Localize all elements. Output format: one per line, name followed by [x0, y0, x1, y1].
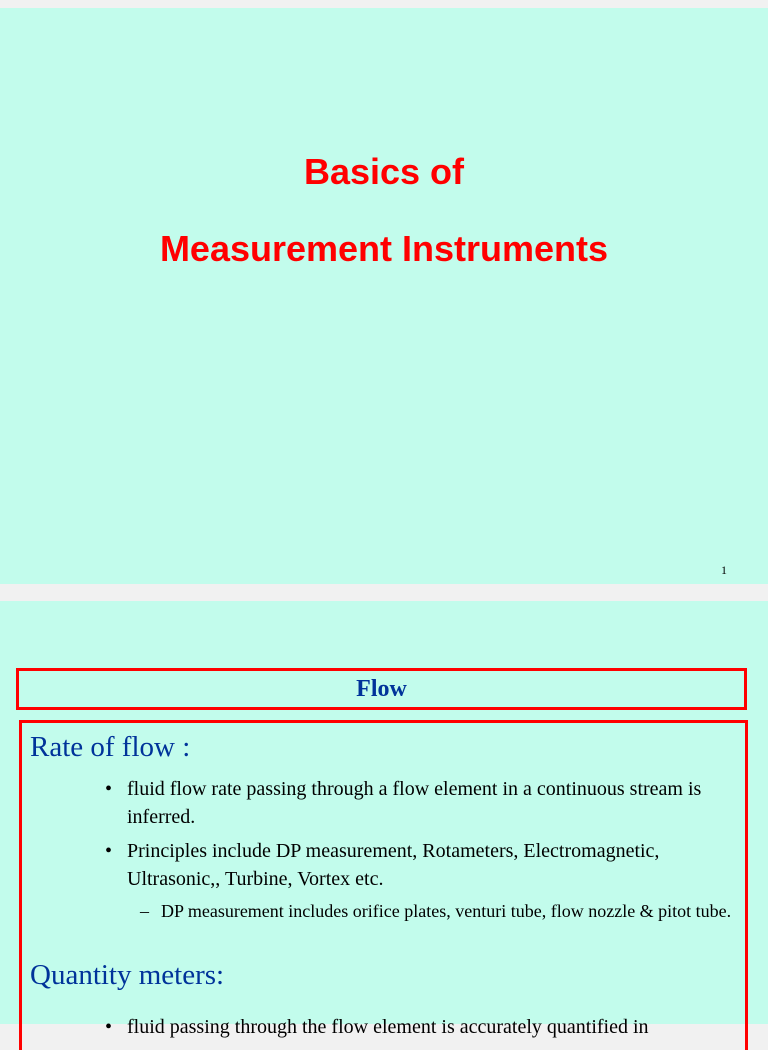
slide-2 [0, 601, 768, 1038]
sub-bullet-item [140, 899, 740, 923]
heading-box [16, 668, 747, 710]
slide-heading: Flow [356, 676, 407, 702]
bullet-glyph: • [105, 840, 113, 862]
sub-bullet-glyph: – [140, 901, 149, 921]
slide-1 [0, 8, 768, 584]
slide-title-line-1: Basics of [303, 151, 465, 192]
sub-bullet-text: DP measurement includes orifice plates, venturi tube, flow nozzle & pitot tube. [161, 901, 732, 921]
section-title-rate-of-flow: Rate of flow : [30, 731, 191, 763]
content-box [19, 720, 748, 1050]
bullet-item [105, 1013, 735, 1041]
bullet-item [105, 775, 735, 831]
section-title-quantity-meters: Quantity meters: [30, 959, 225, 991]
bullet-text: fluid passing through the flow element is accurately quantified in [127, 1016, 649, 1038]
slide-title-line-2: Measurement Instruments [159, 228, 609, 269]
bullet-item [105, 837, 735, 893]
bullet-glyph: • [105, 778, 113, 800]
bullet-glyph: • [105, 1016, 113, 1038]
bullet-text: Principles include DP measurement, Rotameters, Electromagnetic, Ultrasonic,, Turbine, Vortex etc. [127, 840, 660, 890]
page-number: 1 [721, 563, 727, 577]
bullet-text: fluid flow rate passing through a flow element in a continuous stream is inferred. [127, 778, 702, 828]
